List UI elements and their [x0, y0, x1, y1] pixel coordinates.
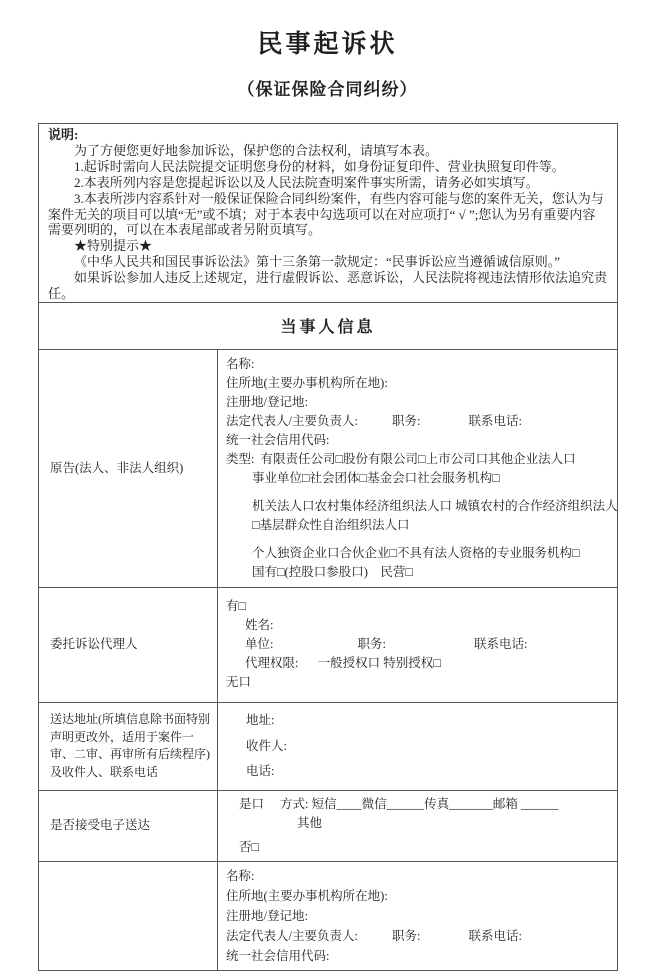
special-note-heading: ★特别提示★ — [74, 238, 153, 254]
agent-label-cell: 委托诉讼代理人 — [39, 587, 218, 702]
plaintiff-registration-field: 注册地/登记地: — [226, 394, 308, 409]
service-address-label-cell: 送达地址(所填信息除书面特别声明更改外，适用于案件一审、二审、再审所有后续程序)及收件人、联系电话 — [39, 702, 218, 790]
instructions-heading: 说明: — [48, 127, 79, 142]
plaintiff-phone-field: 联系电话: — [468, 413, 522, 428]
second-party-label-cell — [39, 861, 218, 970]
electronic-service-no-checkbox: 否□ — [239, 839, 260, 854]
plaintiff-credit-code-field: 统一社会信用代码: — [226, 432, 330, 447]
second-party-row — [39, 861, 618, 970]
complaint-form-table — [38, 123, 618, 971]
service-address-details-cell — [218, 702, 618, 790]
agent-row — [39, 587, 618, 702]
agent-has-checkbox-line: 有□ — [226, 599, 247, 614]
instructions-row — [39, 124, 618, 303]
plaintiff-details-cell — [218, 349, 618, 587]
plaintiff-residence-field: 住所地(主要办事机构所在地): — [226, 375, 388, 390]
electronic-service-method-blanks: 方式: 短信____微信______传真_______邮箱 ______ — [280, 796, 559, 811]
instructions-paragraph-3: 2.本表所列内容是您提起诉讼以及人民法院查明案件事实所需，请务必如实填写。 — [74, 174, 539, 190]
service-recipient-field: 收件人: — [246, 738, 287, 753]
electronic-service-other-option: 其他 — [297, 815, 323, 830]
plaintiff-row — [39, 349, 618, 587]
section-header-row — [39, 302, 618, 349]
service-phone-field: 电话: — [246, 764, 275, 779]
document-title: 民事起诉状 — [257, 31, 398, 58]
second-party-credit-code-field: 统一社会信用代码: — [226, 948, 330, 963]
second-party-residence-field: 住所地(主要办事机构所在地): — [226, 888, 388, 903]
service-address-row — [39, 702, 618, 790]
agent-position-field: 职务: — [357, 637, 386, 652]
plaintiff-type-options-2: 事业单位□社会团体□基金会口社会服务机构□ — [252, 470, 500, 485]
plaintiff-position-field: 职务: — [391, 413, 421, 428]
second-party-registration-field: 注册地/登记地: — [226, 908, 308, 923]
electronic-service-details-cell — [218, 790, 618, 861]
plaintiff-type-options-1: 有限责任公司□股份有限公司□上市公司口其他企业法人口 — [260, 451, 576, 466]
plaintiff-label-cell: 原告(法人、非法人组织) — [39, 349, 218, 587]
agent-unit-field: 单位: — [245, 637, 274, 652]
agent-unit-line — [226, 635, 613, 654]
second-party-name-field: 名称: — [226, 868, 255, 883]
agent-authority-general-option: 一般授权口 — [317, 656, 381, 671]
plaintiff-legal-rep-field: 法定代表人/主要负责人: — [226, 413, 358, 428]
instructions-paragraph-1: 为了方便您更好地参加诉讼，保护您的合法权利，请填写本表。 — [74, 142, 439, 158]
special-note-warning: 如果诉讼参加人违反上述规定，进行虚假诉讼、恶意诉讼，人民法院将视违法情形依法追究责任。 — [48, 270, 608, 302]
agent-details-cell — [218, 587, 618, 702]
instructions-paragraph-2: 1.起诉时需向人民法院提交证明您身份的材料，如身份证复印件、营业执照复印件等。 — [74, 158, 565, 174]
agent-authority-line — [226, 654, 613, 673]
electronic-service-label-cell: 是否接受电子送达 — [39, 790, 218, 861]
agent-phone-field: 联系电话: — [473, 637, 528, 652]
electronic-service-yes-line — [226, 795, 613, 814]
plaintiff-type-label: 类型: — [226, 451, 255, 466]
second-party-details-cell — [218, 861, 618, 970]
plaintiff-type-options-4: □基层群众性自治组织法人口 — [252, 517, 410, 532]
special-note-law-quote: 《中华人民共和国民事诉讼法》第十三条第一款规定：“民事诉讼应当遵循诚信原则。” — [74, 254, 561, 270]
agent-authority-special-option: 特别授权□ — [383, 656, 441, 671]
instructions-paragraph-4: 3.本表所涉内容系针对一般保证保险合同纠纷案件，有些内容可能与您的案件无关，您认为与案件无关的项目可以填“无”或不填；对于本表中勾选项可以在对应项打“ √ ”;您认为另有重要内容需要列明的，可以在本表尾部或者另附页填写。 — [48, 190, 604, 238]
plaintiff-legal-rep-line — [226, 412, 613, 431]
electronic-service-yes-checkbox: 是口 — [239, 796, 265, 811]
second-party-legal-rep-line — [226, 926, 613, 946]
plaintiff-type-options-5: 个人独资企业口合伙企业□不具有法人资格的专业服务机构□ — [252, 545, 580, 560]
plaintiff-type-line-1 — [226, 450, 613, 469]
instructions-cell — [39, 124, 618, 303]
electronic-service-row — [39, 790, 618, 861]
service-address-field: 地址: — [246, 713, 275, 728]
agent-authority-label: 代理权限: — [245, 656, 299, 671]
plaintiff-type-options-6: 国有□(控股口参股口) 民营□ — [252, 564, 413, 579]
plaintiff-name-field: 名称: — [226, 356, 255, 371]
agent-none-checkbox-line: 无口 — [226, 675, 252, 690]
second-party-legal-rep-field: 法定代表人/主要负责人: — [226, 928, 358, 943]
second-party-phone-field: 联系电话: — [468, 928, 522, 943]
section-header-party-info: 当事人信息 — [39, 302, 618, 349]
second-party-position-field: 职务: — [391, 928, 421, 943]
agent-name-field: 姓名: — [245, 618, 274, 633]
plaintiff-type-options-3: 机关法人口农村集体经济组织法人口 城镇农村的合作经济组织法人 — [252, 498, 618, 513]
document-subtitle: （保证保险合同纠纷） — [237, 80, 418, 99]
